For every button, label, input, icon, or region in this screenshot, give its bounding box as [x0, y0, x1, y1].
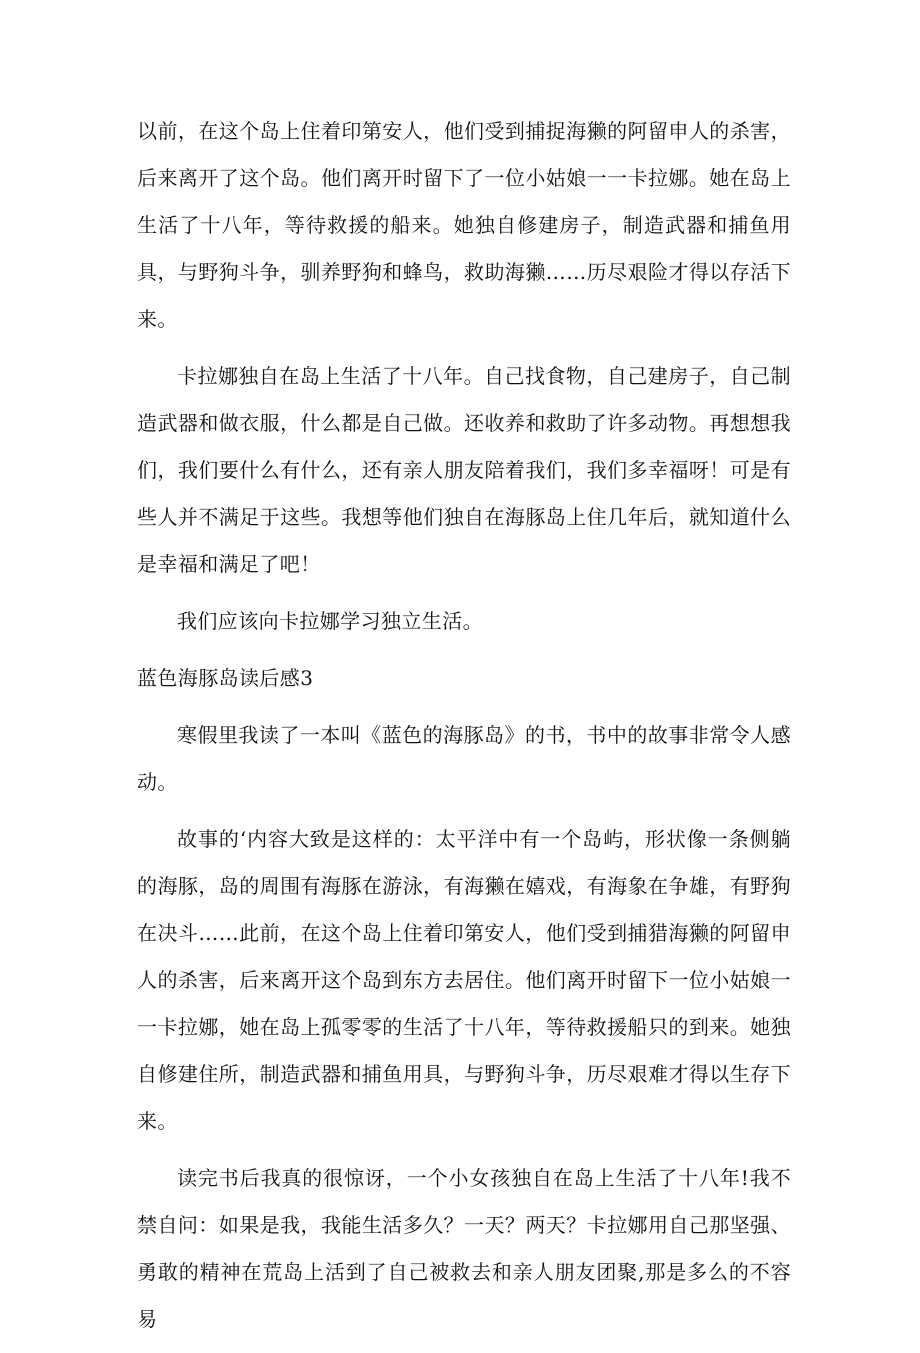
document-body: [137, 108, 791, 1353]
paragraph: 卡拉娜独自在岛上生活了十八年。自己找食物，自己建房子，自己制造武器和做衣服，什么都是自己做。还收养和救助了许多动物。再想想我们，我们要什么有什么，还有亲人朋友陪着我们，我们多幸福呀！可是有些人并不满足于这些。我想等他们独自在海豚岛上住几年后，就知道什么是幸福和满足了吧！: [137, 364, 791, 576]
paragraph: 读完书后我真的很惊讶，一个小女孩独自在岛上生活了十八年!我不禁自问：如果是我，我能生活多久？一天？两天？卡拉娜用自己那坚强、勇敢的精神在荒岛上活到了自己被救去和亲人朋友团聚,那是多么的不容易: [137, 1166, 791, 1331]
section-heading: 蓝色海豚岛读后感3: [137, 666, 314, 690]
paragraph: 故事的‘内容大致是这样的：太平洋中有一个岛屿，形状像一条侧躺的海豚，岛的周围有海豚在游泳，有海獭在嬉戏，有海象在争雄，有野狗在决斗……此前，在这个岛上住着印第安人，他们受到捕猎海獭的阿留申人的杀害，后来离开这个岛到东方去居住。他们离开时留下一位小姑娘一一卡拉娜，她在岛上孤零零的生活了十八年，等待救援船只的到来。她独自修建住所，制造武器和捕鱼用具，与野狗斗争，历尽艰难才得以生存下来。: [137, 827, 791, 1133]
paragraph: 寒假里我读了一本叫《蓝色的海豚岛》的书，书中的故事非常令人感动。: [137, 723, 791, 794]
paragraph-continued: 以前，在这个岛上住着印第安人，他们受到捕捉海獭的阿留申人的杀害，后来离开了这个岛。他们离开时留下了一位小姑娘一一卡拉娜。她在岛上生活了十八年，等待救援的船来。她独自修建房子，制造武器和捕鱼用具，与野狗斗争，驯养野狗和蜂鸟，救助海獭……历尽艰险才得以存活下来。: [137, 119, 791, 331]
paragraph: 我们应该向卡拉娜学习独立生活。: [177, 609, 483, 633]
